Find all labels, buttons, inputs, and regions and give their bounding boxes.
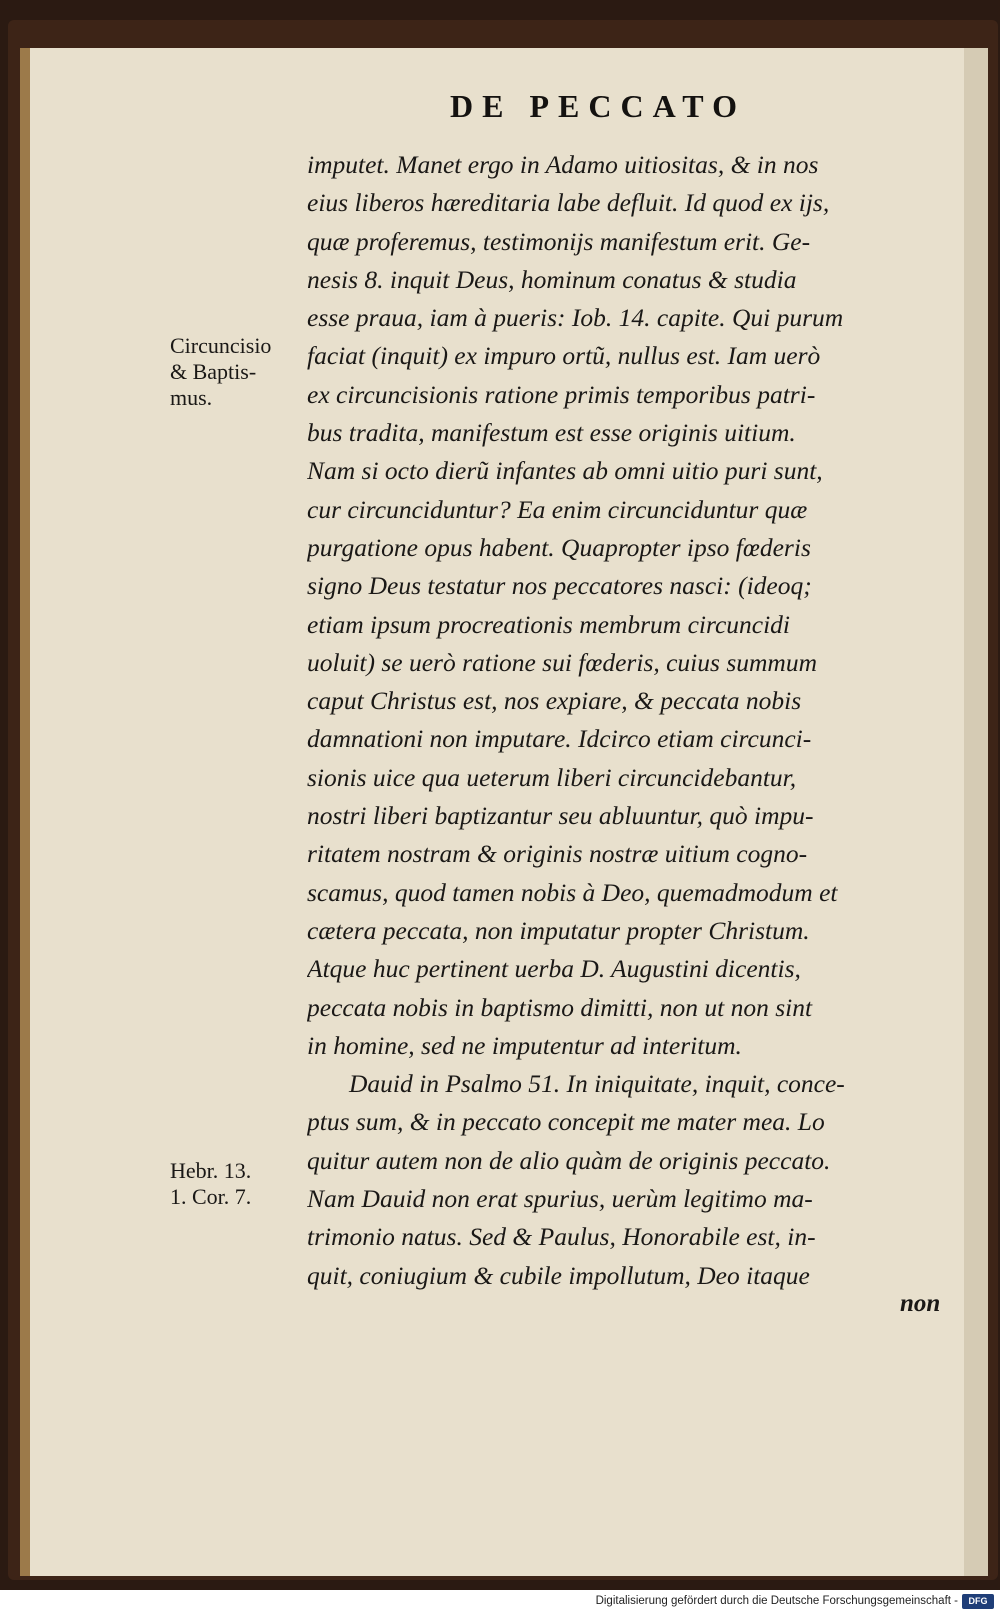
text-line: signo Deus testatur nos peccatores nasci: (ideoq; — [307, 571, 812, 601]
text-line: purgatione opus habent. Quapropter ipso fœderis — [307, 532, 811, 562]
margin-note-line: & Baptis- — [170, 359, 257, 384]
dfg-logo-icon: DFG — [962, 1594, 994, 1609]
catchword: non — [900, 1290, 941, 1317]
text-line: sionis uice qua ueterum liberi circuncidebantur, — [307, 762, 797, 792]
text-line: Nam Dauid non erat spurius, uerùm legitimo ma- — [307, 1184, 813, 1214]
text-line: eius liberos hæreditaria labe defluit. Id quod ex ijs, — [307, 188, 830, 218]
funding-credit: Digitalisierung gefördert durch die Deutsche Forschungsgemeinschaft - — [595, 1595, 958, 1607]
text-line: nostri liberi baptizantur seu abluuntur, quò impu- — [307, 801, 814, 831]
text-line: damnationi non imputare. Idcirco etiam circunci- — [307, 724, 812, 754]
margin-note-references — [170, 1158, 251, 1210]
margin-note-circumcision — [170, 333, 271, 411]
text-line: caput Christus est, nos expiare, & peccata nobis — [307, 686, 802, 716]
text-line: faciat (inquit) ex impuro ortũ, nullus est. Iam uerò — [307, 341, 821, 371]
text-line: trimonio natus. Sed & Paulus, Honorabile est, in- — [307, 1222, 816, 1252]
text-line: scamus, quod tamen nobis à Deo, quemadmodum et — [307, 877, 838, 907]
text-line: ritatem nostram & originis nostræ uitium cogno- — [307, 839, 808, 869]
text-line: quit, coniugium & cubile impollutum, Deo itaque — [307, 1260, 810, 1290]
text-line: Nam si octo dierũ infantes ab omni uitio puri sunt, — [307, 456, 823, 486]
margin-note-line: 1. Cor. 7. — [170, 1184, 252, 1209]
text-line: quæ proferemus, testimonijs manifestum erit. Ge- — [307, 226, 811, 256]
text-line: nesis 8. inquit Deus, hominum conatus & studia — [307, 264, 797, 294]
text-line: peccata nobis in baptismo dimitti, non ut non sint — [307, 992, 813, 1022]
text-line: bus tradita, manifestum est esse originis uitium. — [307, 418, 796, 448]
margin-note-line: mus. — [170, 385, 213, 410]
margin-note-line: Circuncisio — [170, 333, 272, 358]
text-line: imputet. Manet ergo in Adamo uitiositas, & in nos — [307, 150, 819, 179]
text-line: cur circunciduntur? Ea enim circunciduntur quæ — [307, 494, 808, 524]
margin-note-line: Hebr. 13. — [170, 1158, 252, 1183]
text-line: Dauid in Psalmo 51. In iniquitate, inquit, conce- — [349, 1069, 845, 1099]
page-edge-shadow — [964, 48, 988, 1576]
text-line: quitur autem non de alio quàm de originis peccato. — [307, 1145, 831, 1175]
running-head: DE PECCATO — [450, 88, 746, 124]
text-line: Atque huc pertinent uerba D. Augustini dicentis, — [307, 954, 801, 984]
text-line: ptus sum, & in peccato concepit me mater mea. Lo — [307, 1107, 825, 1137]
body-text — [307, 146, 967, 1295]
text-line: in homine, sed ne imputentur ad interitum. — [307, 1030, 742, 1060]
text-line: cætera peccata, non imputatur propter Christum. — [307, 915, 810, 945]
text-line: uoluit) se uerò ratione sui fœderis, cuius summum — [307, 647, 817, 677]
text-line: esse praua, iam à pueris: Iob. 14. capite. Qui purum — [307, 303, 844, 333]
text-line: ex circuncisionis ratione primis temporibus patri- — [307, 379, 816, 409]
footer-bar — [0, 1590, 1000, 1615]
text-line: etiam ipsum procreationis membrum circuncidi — [307, 609, 791, 639]
